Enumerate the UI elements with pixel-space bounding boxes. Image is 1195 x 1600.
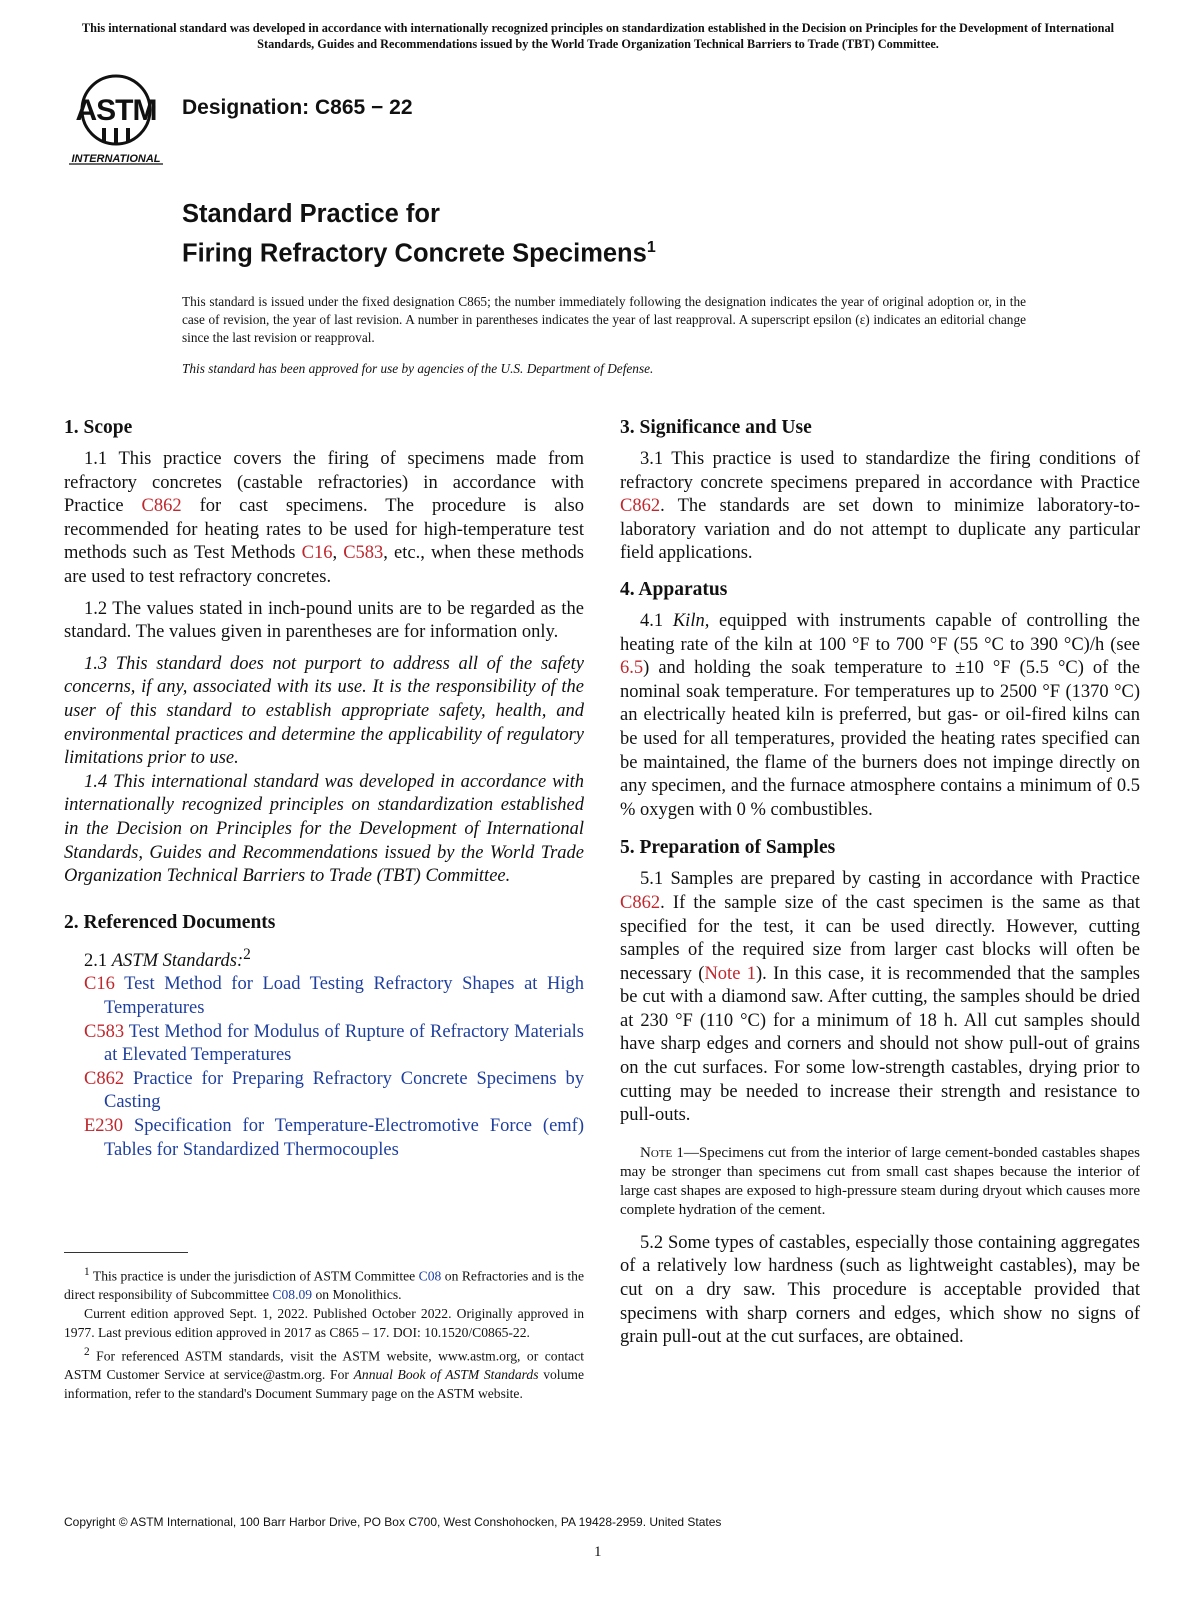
link-c862-sec3[interactable]: C862 xyxy=(620,496,661,517)
footnote-2: $^2$ For referenced ASTM standards, visit the ASTM website, www.astm.org, or contact ASTM Customer Service at service@astm.org. For Annual Book of ASTM Standards volume information, refer to the standard's Document Summary page on the ASTM website. xyxy=(64,1345,584,1401)
para-5-2: 5.2 Some types of castables, especially those containing aggregates of a relatively low hardness (such as lightweight castables), may be cut on a dry saw. This procedure is acceptable provided that specimens with sharp corners and edges, which show no signs of grain pull-out at the cut surfaces, are obtained. xyxy=(620,1232,1140,1348)
title-line-1: Standard Practice for xyxy=(182,200,440,228)
link-c08[interactable]: C08 xyxy=(418,1268,442,1284)
footnote-1-edition: Current edition approved Sept. 1, 2022. Published October 2022. Originally approved in 1977. Last previous edition approved in 2017 as C865 – 17. DOI: 10.1520/C0865-22. xyxy=(64,1306,584,1340)
link-c16[interactable]: C16 xyxy=(301,543,333,564)
ref-c583[interactable]: C583 Test Method for Modulus of Rupture of Refractory Materials at Elevated Temperatures xyxy=(84,1021,584,1066)
designation: Designation: C865 − 22 xyxy=(182,96,413,119)
astm-logo xyxy=(66,70,166,166)
note-1: Note 1—Specimens cut from the interior of large cement-bonded castables shapes may be stronger than specimens cut from small cast shapes because the interior of large cast shapes are exposed to high-pressure steam during dryout which causes more complete hydration of the cement. xyxy=(620,1144,1140,1218)
section-2-heading: 2. Referenced Documents xyxy=(64,911,276,933)
link-c583[interactable]: C583 xyxy=(343,543,384,564)
logo-text: ASTM xyxy=(75,94,157,127)
footnote-1: $^1$ This practice is under the jurisdiction of ASTM Committee C08 on Refractories and is the direct responsibility of Subcommittee C08.09 on Monolithics. xyxy=(64,1266,585,1303)
link-c862[interactable]: C862 xyxy=(141,496,182,517)
dod-note: This standard has been approved for use by agencies of the U.S. Department of Defense. xyxy=(182,361,654,376)
copyright: Copyright © ASTM International, 100 Barr Harbor Drive, PO Box C700, West Conshohocken, PA 19428-2959. United States xyxy=(64,1515,722,1529)
astm-standards-label: 2.1 ASTM Standards:$^2$ xyxy=(84,945,251,971)
ref-c862[interactable]: C862 Practice for Preparing Refractory Concrete Specimens by Casting xyxy=(84,1068,584,1113)
footnote-rule xyxy=(64,1252,188,1253)
ref-e230[interactable]: E230 Specification for Temperature-Electromotive Force (emf) Tables for Standardized Thermocouples xyxy=(84,1116,584,1160)
logo-subtext: INTERNATIONAL xyxy=(71,153,161,165)
para-4-1: 4.1 Kiln, equipped with instruments capable of controlling the heating rate of the kiln at 100 °F to 700 °F (55 °C to 390 °C)/h (see 6.5) and holding the soak temperature to ±10 °F (5.5 °C) of the nominal soak temperature. For temperatures up to 2500 °F (1370 °C) an electrically heated kiln is preferred, but gas- or oil-fired kilns can be used for all temperatures, provided the heating rates specified can be maintained, the flame of the burners does not impinge directly on any specimen, and the furnace atmosphere contains a minimum of 0.5 % oxygen with 0 % combustibles. xyxy=(620,610,1141,820)
ref-c16[interactable]: C16 Test Method for Load Testing Refractory Shapes at High Temperatures xyxy=(84,974,584,1019)
left-column xyxy=(64,416,584,1162)
title-line-2: Firing Refractory Concrete Specimens$^1$ xyxy=(182,239,656,268)
link-note-1[interactable]: Note 1 xyxy=(704,963,757,984)
section-5-heading: 5. Preparation of Samples xyxy=(620,837,836,859)
title-footnote-mark: 1 xyxy=(646,239,656,256)
section-3-heading: 3. Significance and Use xyxy=(620,417,812,438)
para-1-1: 1.1 This practice covers the firing of specimens made from refractory concretes (castable refractories) in accordance with Practice C862 for cast specimens. The procedure is also recommended for heating rates to be used for high-temperature test methods such as Test Methods C16, C583, etc., when these methods are used to test refractory concretes. xyxy=(64,449,584,587)
document-title xyxy=(182,198,656,271)
footnotes xyxy=(64,1263,584,1404)
section-4-heading: 4. Apparatus xyxy=(620,578,728,600)
link-c08-09[interactable]: C08.09 xyxy=(272,1287,313,1303)
para-1-2: 1.2 The values stated in inch-pound units are to be regarded as the standard. The values given in parentheses are for information only. xyxy=(64,598,584,643)
para-1-4: 1.4 This international standard was developed in accordance with internationally recognized principles on standardization established in the Decision on Principles for the Development of International Standards, Guides and Recommendations issued by the World Trade Organization Technical Barriers to Trade (TBT) Committee. xyxy=(64,771,584,887)
page-number: 1 xyxy=(594,1544,602,1560)
issued-note: This standard is issued under the fixed designation C865; the number immediately following the designation indicates the year of original adoption or, in the case of revision, the year of last revision. A number in parentheses indicates the year of last reapproval. A superscript epsilon (ε) indicates an editorial change since the last revision or reapproval. xyxy=(182,294,1026,345)
para-5-1: 5.1 Samples are prepared by casting in accordance with Practice C862. If the sample size of the cast specimen is the same as that specified for the test, it can be used directly. However, cutting samples of the required size from larger cast blocks will often be necessary (Note 1). In this case, it is recommended that the samples be cut with a diamond saw. After cutting, the samples should be dried at 230 °F (110 °C) for a minimum of 18 h. All cut samples should have sharp edges and corners and should not show pull-out of grains on the cut surfaces. For some low-strength castables, drying prior to cutting may be needed to increase their strength and resistance to pull-outs. xyxy=(620,869,1140,1126)
link-6-5[interactable]: 6.5 xyxy=(620,658,644,679)
link-c862-sec5[interactable]: C862 xyxy=(620,892,661,913)
right-column xyxy=(620,416,1140,1358)
top-notice: This international standard was developed in accordance with internationally recognized principles on standardization established in the Decision on Principles for the Development of International Standards, Guides and Recommendations issued by the World Trade Organization Technical Barriers to Trade (TBT) Committee. xyxy=(81,21,1115,51)
para-3-1: 3.1 This practice is used to standardize the firing conditions of refractory concrete specimens prepared in accordance with Practice C862. The standards are set down to minimize laboratory-to-laboratory variation and do not attempt to duplicate any particular field applications. xyxy=(620,449,1140,564)
section-1-heading: 1. Scope xyxy=(64,417,133,438)
para-1-3: 1.3 This standard does not purport to address all of the safety concerns, if any, associated with its use. It is the responsibility of the user of this standard to establish appropriate safety, health, and environmental practices and determine the applicability of regulatory limitations prior to use. xyxy=(64,653,584,769)
